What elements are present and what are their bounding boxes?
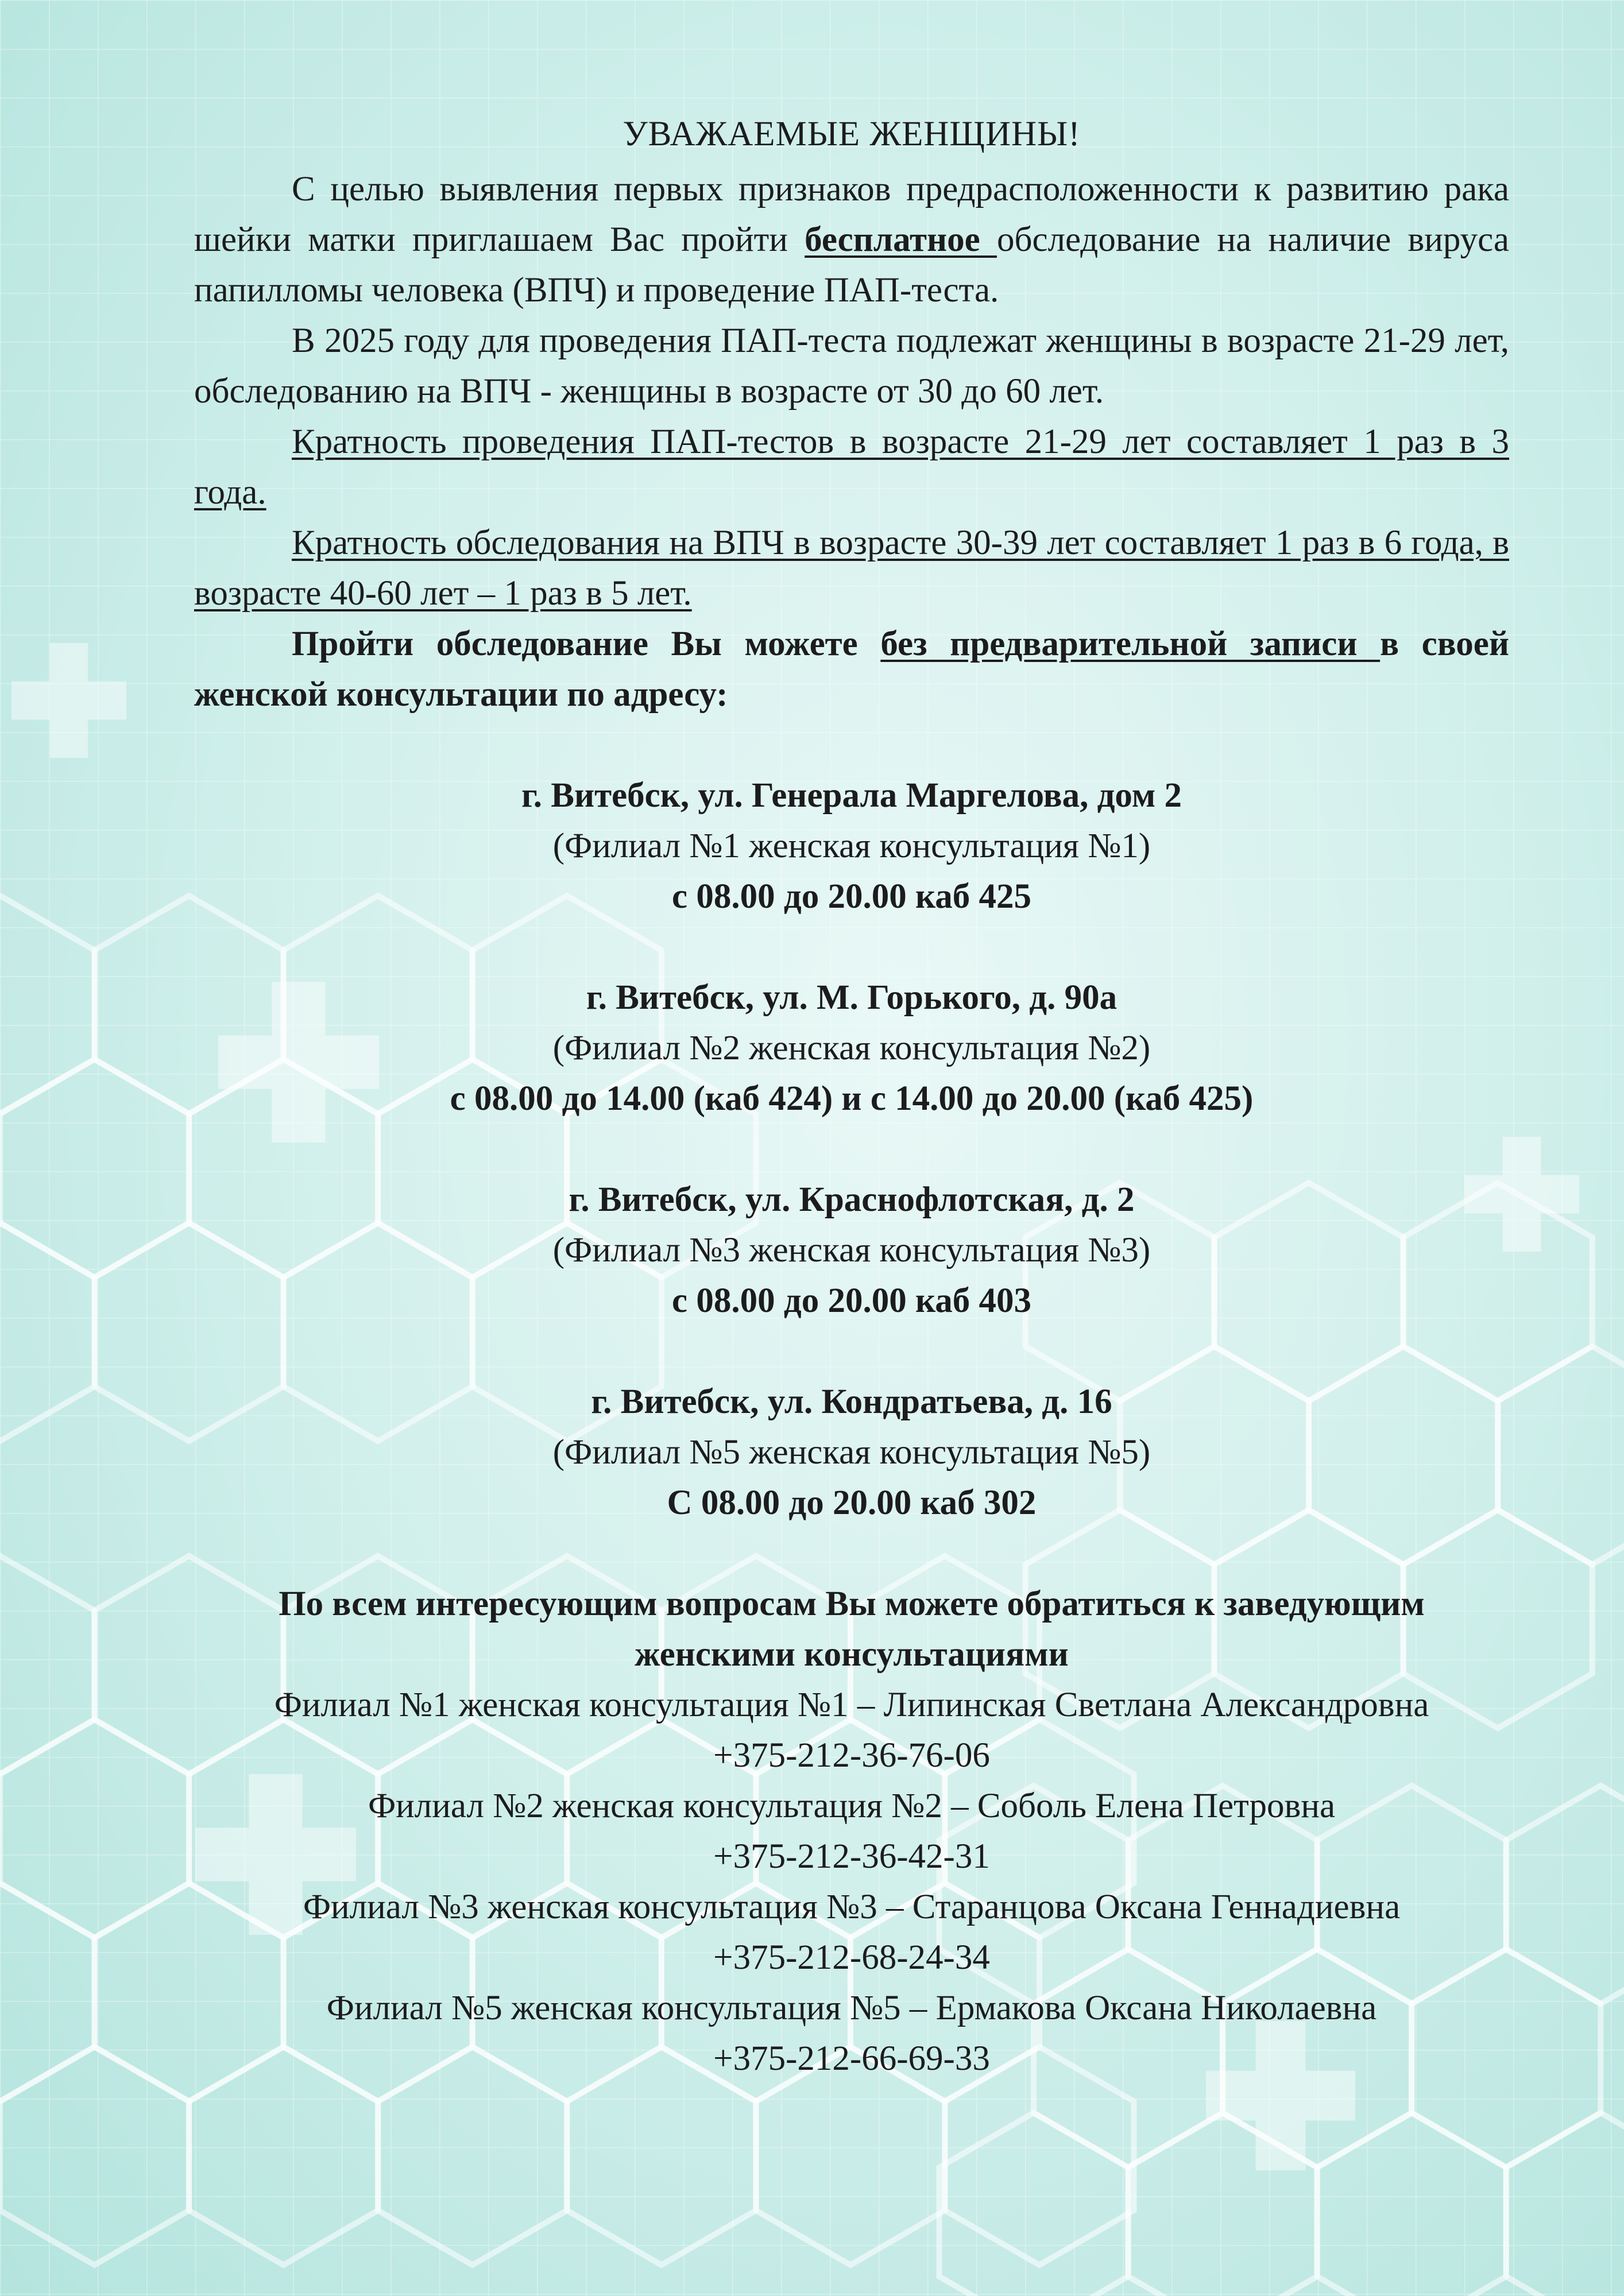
no-appointment-emphasis: без предварительной записи xyxy=(880,625,1381,663)
intro-paragraph-1 xyxy=(194,164,1509,316)
intro-paragraph-3 xyxy=(194,417,1509,518)
page-title: УВАЖАЕМЫЕ ЖЕНЩИНЫ! xyxy=(622,115,1081,153)
working-hours: с 08.00 до 20.00 каб 403 xyxy=(672,1281,1031,1320)
branch-name: (Филиал №1 женская консультация №1) xyxy=(552,827,1151,865)
address: г. Витебск, ул. М. Горького, д. 90а xyxy=(586,978,1118,1017)
intro-paragraph-4 xyxy=(194,518,1509,619)
working-hours: с 08.00 до 20.00 каб 425 xyxy=(672,877,1031,916)
hpv-frequency-text: Кратность обследования на ВПЧ в возрасте 30-39 лет составляет 1 раз в 6 года, в возрасте 40-60 лет – 1 раз в 5 лет. xyxy=(194,524,1509,613)
intro-paragraph-5 xyxy=(194,619,1509,720)
branch-name: (Филиал №2 женская консультация №2) xyxy=(552,1029,1151,1067)
intro-text-1a: С целью выявления первых признаков предрасположенности к развитию рака шейки матки приглашаем Вас пройти xyxy=(194,170,1509,259)
address: г. Витебск, ул. Генерала Маргелова, дом 2 xyxy=(521,776,1182,815)
address-block-1 xyxy=(194,771,1509,922)
branch-name: (Филиал №5 женская консультация №5) xyxy=(552,1433,1151,1472)
free-emphasis: бесплатное xyxy=(805,220,997,259)
address-block-2 xyxy=(194,973,1509,1124)
working-hours: с 08.00 до 14.00 (каб 424) и с 14.00 до 20.00 (каб 425) xyxy=(450,1079,1254,1118)
contact-phone[interactable]: +375-212-68-24-34 xyxy=(713,1938,990,1977)
document-page xyxy=(194,109,1509,2084)
contact-phone[interactable]: +375-212-36-42-31 xyxy=(713,1837,990,1876)
working-hours: С 08.00 до 20.00 каб 302 xyxy=(667,1484,1037,1522)
contacts-section xyxy=(194,1579,1509,2084)
contact-name: Филиал №3 женская консультация №3 – Старанцова Оксана Геннадиевна xyxy=(303,1888,1401,1926)
address-block-4 xyxy=(194,1377,1509,1528)
branch-name: (Филиал №3 женская консультация №3) xyxy=(552,1231,1151,1269)
intro-paragraph-2: В 2025 году для проведения ПАП-теста подлежат женщины в возрасте 21-29 лет, обследованию на ВПЧ - женщины в возрасте от 30 до 60 лет. xyxy=(194,322,1509,411)
contact-name: Филиал №2 женская консультация №2 – Соболь Елена Петровна xyxy=(368,1787,1336,1825)
address: г. Витебск, ул. Краснофлотская, д. 2 xyxy=(569,1180,1135,1219)
contact-phone[interactable]: +375-212-66-69-33 xyxy=(713,2039,990,2078)
intro-text-1c: обследование на наличие вируса папилломы человека (ВПЧ) и проведение ПАП-теста. xyxy=(194,220,1509,309)
address-block-3 xyxy=(194,1175,1509,1326)
contacts-heading: По всем интересующим вопросам Вы можете обратиться к заведующим женскими консультациями xyxy=(279,1585,1425,1674)
intro-text-5a: Пройти обследование Вы можете xyxy=(292,625,881,663)
contact-name: Филиал №1 женская консультация №1 – Липинская Светлана Александровна xyxy=(274,1686,1429,1724)
intro-text-5c: в своей женской консультации по адресу: xyxy=(194,625,1509,714)
pap-frequency-text: Кратность проведения ПАП-тестов в возрасте 21-29 лет составляет 1 раз в 3 года. xyxy=(194,423,1509,512)
contact-name: Филиал №5 женская консультация №5 – Ермакова Оксана Николаевна xyxy=(326,1989,1377,2027)
address: г. Витебск, ул. Кондратьева, д. 16 xyxy=(591,1383,1112,1421)
contact-phone[interactable]: +375-212-36-76-06 xyxy=(713,1736,990,1775)
